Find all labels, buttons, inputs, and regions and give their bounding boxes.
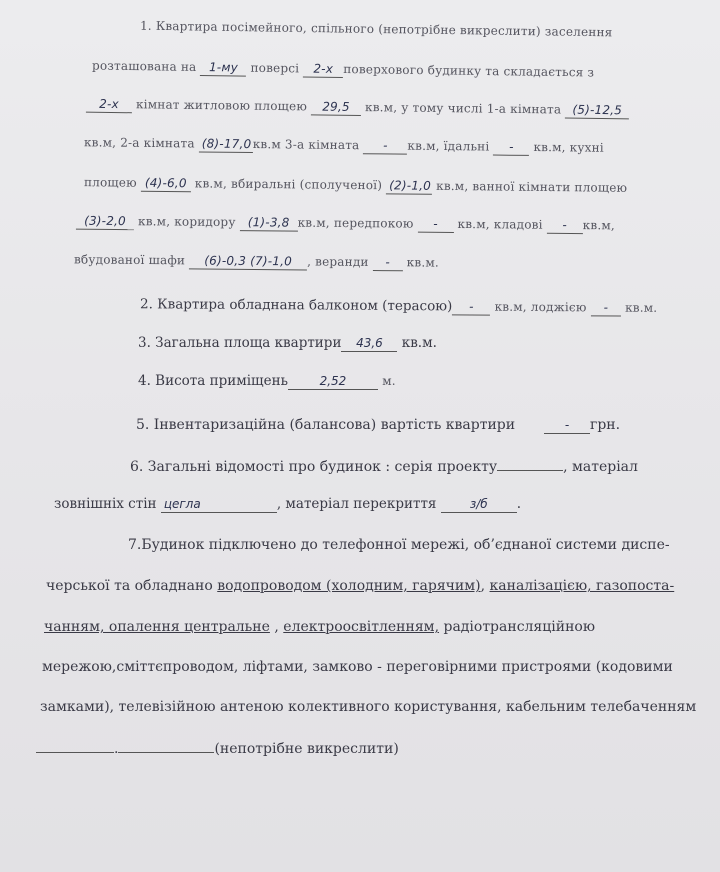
section1-line5 xyxy=(84,173,627,197)
section1-line7 xyxy=(74,250,439,271)
section7-line4 xyxy=(42,658,673,676)
label-height: 4. Висота приміщень xyxy=(138,373,288,389)
label-room1: кв.м, у тому числі 1-а кімната xyxy=(364,100,562,117)
corridor-value: (1)-3,8 xyxy=(240,215,298,232)
label-total-area: 3. Загальна площа квартири xyxy=(138,335,342,351)
heating-underlined: чанням, опалення центральне xyxy=(44,619,270,635)
label-exterior-walls: зовнішніх стін xyxy=(54,496,157,512)
comma: , xyxy=(480,578,490,594)
bathroom-value: (3)-2,0 xyxy=(76,214,134,231)
label-loggia: кв.м, лоджією xyxy=(494,299,587,315)
section5 xyxy=(136,416,620,434)
period: . xyxy=(516,496,522,512)
label-meters: м. xyxy=(382,374,396,388)
label-room3: кв.м 3-а кімната xyxy=(252,137,360,153)
walls-material-value: цегла xyxy=(161,497,277,513)
label-toilet: кв.м, вбиральні (сполученої) xyxy=(194,176,383,193)
section7-line6 xyxy=(36,740,399,758)
section1-line1 xyxy=(140,17,613,42)
hallway-value: - xyxy=(417,217,453,233)
label-room2: кв.м, 2-а кімната xyxy=(83,135,195,151)
label-located-on: розташована на xyxy=(91,58,197,74)
label-living-area: кімнат житловою площею xyxy=(135,97,308,114)
strike-unnecessary-note: (непотрібне викреслити) xyxy=(214,741,399,757)
label-uah: грн. xyxy=(589,417,621,433)
label-dining: кв.м, їдальні xyxy=(407,138,490,154)
label-area: площею xyxy=(83,175,137,190)
total-area-value: 43,6 xyxy=(341,336,397,352)
balcony-value: - xyxy=(452,299,490,315)
label-hallway: кв.м, передпокою xyxy=(297,215,414,231)
sewerage-gas-underlined: каналізацією, газопоста- xyxy=(489,578,675,594)
section4 xyxy=(138,372,396,390)
label-inventory-cost: 5. Інвентаризаційна (балансова) вартість квартири xyxy=(136,417,516,433)
label-wardrobe: вбудованої шафи xyxy=(73,252,186,268)
section7-line1 xyxy=(128,536,670,554)
section7-text4: мережою,сміттєпроводом, ліфтами, замково - переговірними пристроями (кодовими xyxy=(42,659,673,675)
veranda-value: - xyxy=(373,255,403,271)
toilet-value: (2)-1,0 xyxy=(386,178,432,194)
electricity-underlined: електроосвітленням, xyxy=(283,619,440,635)
label-bathroom: кв.м, ванної кімнати площею xyxy=(436,178,628,195)
storeys-value: 2-х xyxy=(303,61,343,78)
section7-line2 xyxy=(46,577,674,595)
section7-dot: . xyxy=(114,741,119,757)
section1-line4 xyxy=(84,133,604,156)
label-project-series: 6. Загальні відомості про будинок : серія проекту xyxy=(130,459,498,475)
cost-value: - xyxy=(544,418,590,434)
section6-line2 xyxy=(54,495,521,513)
label-veranda: , веранди xyxy=(307,254,369,269)
label-sqm-end: кв.м. xyxy=(406,255,439,270)
section1-line6 xyxy=(76,212,615,235)
section1-line3 xyxy=(86,95,629,120)
label-sqm: кв.м, xyxy=(582,218,615,233)
label-kitchen: кв.м, кухні xyxy=(533,139,604,155)
loggia-value: - xyxy=(591,300,621,316)
section1-line2 xyxy=(92,56,594,81)
label-floor: поверсі xyxy=(250,60,300,76)
comma2: , xyxy=(269,619,284,635)
label-pantry: кв.м, кладові xyxy=(457,216,543,232)
section7-text3c: радіотрансляційною xyxy=(439,619,596,635)
section1-heading: 1. Квартира посімейного, спільного (непотрібне викреслити) заселення xyxy=(139,18,613,40)
section3 xyxy=(138,334,437,352)
kitchen-value: (4)-6,0 xyxy=(141,176,191,193)
label-storey-building: поверхового будинку та складається з xyxy=(343,62,595,80)
label-corridor: кв.м, коридору xyxy=(137,214,236,230)
height-value: 2,52 xyxy=(288,374,378,390)
water-supply-underlined: водопроводом (холодним, гарячим) xyxy=(217,578,481,594)
section7-line3 xyxy=(44,618,595,636)
label-sqm-2: кв.м. xyxy=(625,300,658,315)
wardrobe-value: (6)-0,3 (7)-1,0 xyxy=(189,253,307,270)
living-area-value: 29,5 xyxy=(311,99,361,116)
pantry-value: - xyxy=(547,218,583,234)
room2-value: (8)-17,0 xyxy=(199,136,253,153)
label-material: , матеріал xyxy=(563,459,638,475)
rooms-value: 2-х xyxy=(86,97,132,114)
label-ceiling-material: , матеріал перекриття xyxy=(276,496,437,512)
label-sqm-3: кв.м. xyxy=(401,335,437,351)
section7-text5: замками), телевізійною антеною колективного користування, кабельним телебаченням xyxy=(40,699,697,715)
section7-text1: 7.Будинок підключено до телефонної мережі, об’єднаної системи диспе- xyxy=(128,537,670,553)
dining-value: - xyxy=(493,140,529,156)
section7-line5 xyxy=(40,698,696,716)
room3-value: - xyxy=(363,138,407,154)
room1-value: (5)-12,5 xyxy=(565,103,629,120)
ceiling-material-value: з/б xyxy=(441,497,517,513)
label-balcony: 2. Квартира обладнана балконом (терасою) xyxy=(139,296,453,315)
section2 xyxy=(140,295,657,317)
section7-text2a: черської та обладнано xyxy=(46,578,218,594)
section6-line1 xyxy=(130,458,638,476)
floor-value: 1-му xyxy=(200,60,246,77)
